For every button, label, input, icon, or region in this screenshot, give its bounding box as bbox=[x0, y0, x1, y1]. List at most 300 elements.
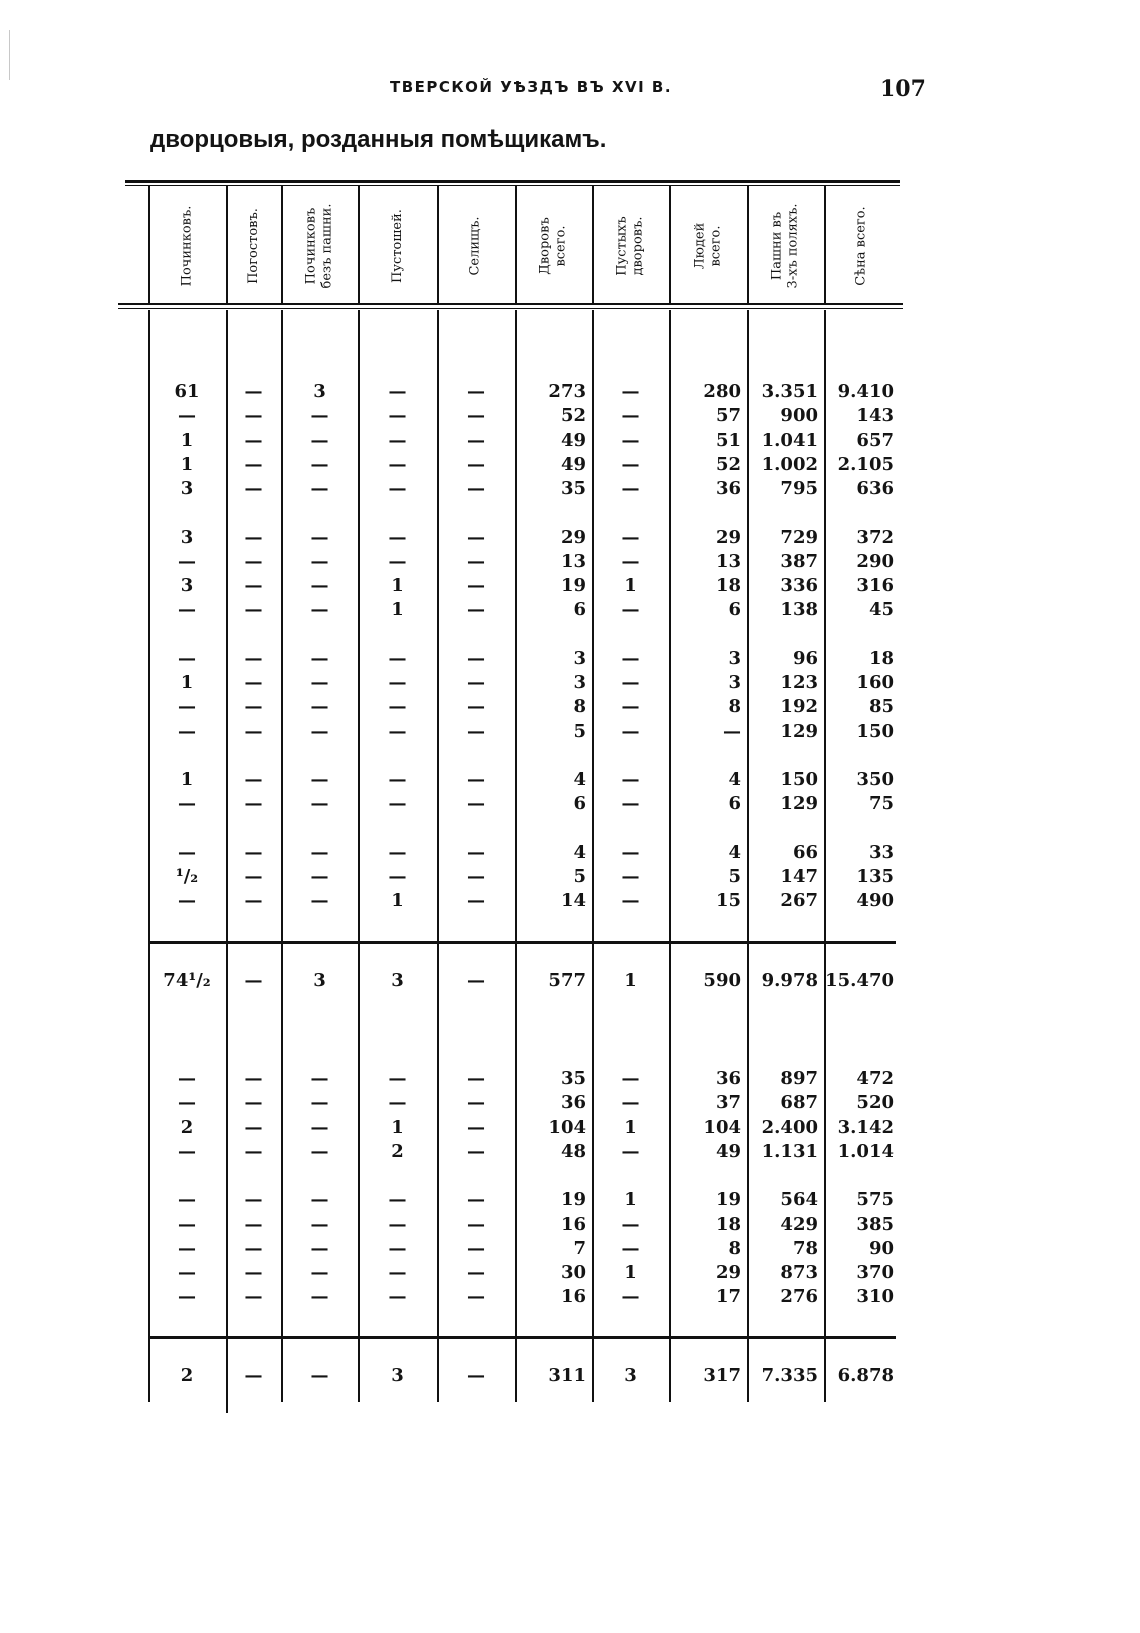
table-row bbox=[0, 768, 1140, 792]
table-cell: — bbox=[178, 696, 196, 718]
table-cell: 273 bbox=[548, 381, 586, 402]
table-cell: — bbox=[467, 1365, 485, 1386]
table-cell: 372 bbox=[856, 526, 894, 548]
table-cell: 1 bbox=[624, 1189, 637, 1211]
table-cell: — bbox=[621, 865, 640, 887]
table-cell: 8 bbox=[728, 1237, 741, 1259]
table-cell: — bbox=[621, 890, 640, 912]
table-cell: — bbox=[244, 841, 263, 863]
table-cell: — bbox=[467, 550, 485, 572]
table-cell: — bbox=[621, 453, 640, 475]
column-header bbox=[358, 190, 437, 302]
table-cell: — bbox=[310, 550, 329, 572]
header-bottom-rule bbox=[118, 303, 903, 305]
table-row bbox=[0, 671, 1140, 695]
table-cell: 310 bbox=[856, 1286, 894, 1308]
table-cell: — bbox=[621, 720, 640, 742]
table-cell: — bbox=[467, 672, 485, 693]
table-cell: 29 bbox=[560, 526, 586, 548]
table-cell: 123 bbox=[780, 672, 818, 693]
table-cell: 1 bbox=[391, 575, 404, 597]
table-cell: 276 bbox=[780, 1286, 818, 1308]
table-cell: ¹/₂ bbox=[175, 865, 199, 887]
table-cell: 160 bbox=[856, 672, 894, 693]
table-cell: 2 bbox=[180, 1116, 194, 1138]
table-cell: — bbox=[621, 696, 640, 718]
table-cell: 30 bbox=[560, 1262, 586, 1284]
table-cell: — bbox=[310, 768, 329, 790]
table-cell: 37 bbox=[715, 1092, 741, 1114]
table-cell: — bbox=[244, 575, 263, 597]
table-cell: — bbox=[621, 672, 640, 693]
table-cell: — bbox=[388, 793, 407, 815]
table-row bbox=[0, 380, 1140, 404]
table-row bbox=[0, 453, 1140, 477]
table-row bbox=[0, 1067, 1140, 1091]
table-cell: 57 bbox=[715, 405, 741, 427]
table-cell: — bbox=[388, 1286, 407, 1308]
table-cell: 78 bbox=[792, 1237, 818, 1259]
table-cell: 17 bbox=[715, 1286, 741, 1308]
table-cell: — bbox=[467, 575, 485, 597]
table-cell: 1 bbox=[180, 768, 194, 790]
table-cell: — bbox=[244, 696, 263, 718]
column-header-label: Селищъ. bbox=[468, 216, 483, 276]
table-cell: 336 bbox=[780, 575, 818, 597]
table-title: дворцовыя, розданныя помѣщикамъ. bbox=[150, 126, 607, 153]
table-row bbox=[0, 889, 1140, 913]
table-cell: 35 bbox=[560, 478, 586, 500]
table-cell: 1 bbox=[624, 970, 637, 991]
column-header-label: Починковъ безъ пашни. bbox=[303, 203, 335, 289]
table-cell: — bbox=[467, 1213, 485, 1235]
table-cell: — bbox=[621, 768, 640, 790]
table-cell: 15 bbox=[715, 890, 741, 912]
table-cell: — bbox=[244, 672, 263, 693]
table-cell: — bbox=[244, 890, 263, 912]
table-cell: — bbox=[388, 526, 407, 548]
table-cell: 8 bbox=[573, 696, 586, 718]
table-row bbox=[0, 647, 1140, 671]
table-cell: 1.002 bbox=[761, 453, 818, 475]
table-cell: 129 bbox=[780, 793, 818, 815]
table-cell: 36 bbox=[560, 1092, 586, 1114]
table-cell: — bbox=[467, 478, 485, 500]
table-cell: 590 bbox=[703, 970, 741, 991]
table-cell: 150 bbox=[780, 768, 818, 790]
column-header bbox=[824, 190, 900, 302]
table-cell: — bbox=[467, 647, 485, 669]
table-cell: 6 bbox=[573, 599, 586, 621]
table-cell: 29 bbox=[715, 1262, 741, 1284]
table-cell: 104 bbox=[703, 1116, 741, 1138]
table-cell: — bbox=[388, 696, 407, 718]
table-cell: — bbox=[244, 1092, 263, 1114]
table-cell: 385 bbox=[856, 1213, 894, 1235]
table-cell: — bbox=[621, 429, 640, 451]
table-row bbox=[0, 1213, 1140, 1237]
table-row bbox=[0, 865, 1140, 889]
table-cell: 3 bbox=[180, 575, 194, 597]
table-cell: — bbox=[244, 405, 263, 427]
table-cell: — bbox=[310, 1092, 329, 1114]
header-bottom-rule-thin bbox=[118, 308, 903, 309]
column-header-label: Пустыхъ дворовъ. bbox=[614, 216, 646, 276]
table-cell: — bbox=[388, 550, 407, 572]
table-cell: — bbox=[178, 793, 196, 815]
table-row bbox=[0, 1285, 1140, 1309]
table-cell: — bbox=[244, 720, 263, 742]
table-cell: — bbox=[621, 647, 640, 669]
table-cell: 2.105 bbox=[837, 453, 894, 475]
table-cell: — bbox=[467, 768, 485, 790]
table-cell: 897 bbox=[780, 1068, 818, 1089]
column-header bbox=[437, 190, 515, 302]
table-cell: 3 bbox=[391, 970, 404, 991]
table-cell: — bbox=[388, 429, 407, 451]
table-cell: 1.131 bbox=[761, 1140, 818, 1162]
table-cell: 4 bbox=[573, 841, 586, 863]
table-cell: — bbox=[310, 429, 329, 451]
table-row bbox=[0, 1188, 1140, 1212]
table-cell: — bbox=[178, 1189, 196, 1211]
table-top-rule-thin bbox=[125, 185, 900, 186]
table-cell: — bbox=[244, 526, 263, 548]
table-cell: 33 bbox=[868, 841, 894, 863]
table-cell: — bbox=[310, 1189, 329, 1211]
table-cell: — bbox=[244, 453, 263, 475]
table-cell: 36 bbox=[715, 478, 741, 500]
table-cell: — bbox=[621, 793, 640, 815]
table-cell: 135 bbox=[856, 865, 894, 887]
table-cell: — bbox=[310, 526, 329, 548]
table-cell: — bbox=[244, 1237, 263, 1259]
table-cell: — bbox=[178, 1092, 196, 1114]
table-cell: — bbox=[467, 1116, 485, 1138]
table-cell: — bbox=[310, 793, 329, 815]
table-row bbox=[0, 720, 1140, 744]
table-cell: 19 bbox=[560, 1189, 586, 1211]
table-cell: 900 bbox=[780, 405, 818, 427]
table-cell: 66 bbox=[792, 841, 818, 863]
table-cell: — bbox=[244, 1068, 263, 1089]
table-cell: 48 bbox=[560, 1140, 586, 1162]
table-cell: — bbox=[244, 1140, 263, 1162]
table-cell: 15.470 bbox=[825, 970, 894, 991]
table-cell: — bbox=[388, 1068, 407, 1089]
table-cell: 18 bbox=[715, 1213, 741, 1235]
table-cell: 52 bbox=[560, 405, 586, 427]
table-cell: 6.878 bbox=[837, 1365, 894, 1386]
table-cell: — bbox=[178, 890, 196, 912]
table-cell: 2.400 bbox=[761, 1116, 818, 1138]
table-cell: 4 bbox=[573, 768, 586, 790]
table-cell: — bbox=[467, 1068, 485, 1089]
table-cell: 1 bbox=[391, 599, 404, 621]
table-cell: 490 bbox=[856, 890, 894, 912]
table-cell: — bbox=[178, 405, 196, 427]
table-cell: 472 bbox=[856, 1068, 894, 1089]
table-cell: — bbox=[467, 1092, 485, 1114]
table-row bbox=[0, 477, 1140, 501]
table-cell: 35 bbox=[560, 1068, 586, 1089]
table-cell: — bbox=[178, 550, 196, 572]
table-cell: 311 bbox=[548, 1365, 586, 1386]
table-cell: — bbox=[388, 672, 407, 693]
table-cell: 729 bbox=[780, 526, 818, 548]
table-cell: — bbox=[467, 429, 485, 451]
table-cell: — bbox=[244, 793, 263, 815]
table-cell: — bbox=[310, 696, 329, 718]
page-number: 107 bbox=[880, 76, 926, 102]
table-cell: — bbox=[310, 1237, 329, 1259]
table-cell: — bbox=[621, 599, 640, 621]
table-cell: 29 bbox=[715, 526, 741, 548]
table-cell: 5 bbox=[573, 865, 586, 887]
table-cell: 429 bbox=[780, 1213, 818, 1235]
table-cell: 1.014 bbox=[837, 1140, 894, 1162]
table-cell: — bbox=[467, 1262, 485, 1284]
table-cell: 3 bbox=[573, 672, 586, 693]
column-header-label: Дворовъ всего. bbox=[537, 217, 569, 275]
table-cell: 280 bbox=[703, 381, 741, 402]
table-cell: 51 bbox=[715, 429, 741, 451]
table-cell: — bbox=[310, 865, 329, 887]
table-cell: — bbox=[310, 1140, 329, 1162]
column-header-label: Погостовъ. bbox=[245, 208, 261, 284]
table-cell: 3 bbox=[391, 1365, 404, 1386]
table-cell: — bbox=[244, 647, 263, 669]
table-cell: 1 bbox=[624, 1116, 637, 1138]
total-row bbox=[0, 969, 1140, 993]
table-cell: — bbox=[388, 453, 407, 475]
table-cell: 1 bbox=[180, 453, 194, 475]
table-row bbox=[0, 841, 1140, 865]
table-cell: — bbox=[388, 841, 407, 863]
table-row bbox=[0, 550, 1140, 574]
table-cell: — bbox=[467, 1286, 485, 1308]
table-cell: 4 bbox=[728, 768, 741, 790]
table-cell: — bbox=[178, 1213, 196, 1235]
scan-edge-mark bbox=[9, 30, 10, 80]
table-cell: — bbox=[621, 841, 640, 863]
table-row bbox=[0, 1116, 1140, 1140]
table-cell: 3.142 bbox=[837, 1116, 894, 1138]
table-cell: 6 bbox=[573, 793, 586, 815]
table-cell: — bbox=[621, 1213, 640, 1235]
table-cell: — bbox=[310, 1068, 329, 1089]
table-cell: — bbox=[467, 453, 485, 475]
table-cell: — bbox=[388, 405, 407, 427]
table-cell: — bbox=[310, 405, 329, 427]
table-cell: 1 bbox=[180, 429, 194, 451]
column-header bbox=[515, 190, 592, 302]
table-cell: — bbox=[178, 1140, 196, 1162]
column-header-label: Сѣна всего. bbox=[854, 206, 869, 286]
table-cell: 49 bbox=[560, 429, 586, 451]
table-cell: 61 bbox=[174, 381, 200, 402]
table-cell: — bbox=[388, 1213, 407, 1235]
table-cell: — bbox=[467, 526, 485, 548]
table-cell: 5 bbox=[573, 720, 586, 742]
table-cell: 3 bbox=[180, 526, 194, 548]
table-cell: 5 bbox=[728, 865, 741, 887]
table-cell: — bbox=[388, 720, 407, 742]
table-cell: — bbox=[467, 970, 485, 991]
table-cell: 9.978 bbox=[761, 970, 818, 991]
column-header bbox=[148, 190, 226, 302]
table-cell: — bbox=[178, 1068, 196, 1089]
table-cell: 7 bbox=[573, 1237, 586, 1259]
table-cell: — bbox=[244, 550, 263, 572]
table-cell: 3 bbox=[180, 478, 194, 500]
column-header bbox=[747, 190, 824, 302]
table-cell: 575 bbox=[856, 1189, 894, 1211]
table-cell: 147 bbox=[780, 865, 818, 887]
table-cell: — bbox=[621, 550, 640, 572]
table-cell: — bbox=[178, 841, 196, 863]
table-cell: — bbox=[244, 1116, 263, 1138]
table-cell: — bbox=[621, 1237, 640, 1259]
table-cell: 3.351 bbox=[761, 381, 818, 402]
table-cell: — bbox=[310, 720, 329, 742]
table-cell: — bbox=[310, 599, 329, 621]
table-cell: — bbox=[178, 720, 196, 742]
table-cell: — bbox=[244, 1286, 263, 1308]
table-row bbox=[0, 1091, 1140, 1115]
table-cell: — bbox=[467, 599, 485, 621]
table-cell: 192 bbox=[780, 696, 818, 718]
table-cell: 3 bbox=[728, 647, 741, 669]
table-cell: 2 bbox=[391, 1140, 404, 1162]
table-row bbox=[0, 1140, 1140, 1164]
table-cell: 45 bbox=[868, 599, 894, 621]
table-row bbox=[0, 1261, 1140, 1285]
table-cell: 1 bbox=[624, 575, 637, 597]
table-cell: 16 bbox=[560, 1286, 586, 1308]
table-cell: 19 bbox=[560, 575, 586, 597]
table-cell: — bbox=[388, 1262, 407, 1284]
table-cell: 4 bbox=[728, 841, 741, 863]
table-cell: 520 bbox=[856, 1092, 894, 1114]
table-cell: — bbox=[467, 793, 485, 815]
table-cell: 104 bbox=[548, 1116, 586, 1138]
table-cell: 1 bbox=[391, 890, 404, 912]
table-cell: — bbox=[244, 1189, 263, 1211]
table-row bbox=[0, 574, 1140, 598]
table-cell: — bbox=[310, 1286, 329, 1308]
table-cell: 6 bbox=[728, 793, 741, 815]
table-row bbox=[0, 404, 1140, 428]
table-cell: — bbox=[244, 1262, 263, 1284]
table-row bbox=[0, 429, 1140, 453]
table-cell: — bbox=[244, 1213, 263, 1235]
table-cell: 873 bbox=[780, 1262, 818, 1284]
table-cell: — bbox=[621, 526, 640, 548]
table-cell: 1 bbox=[624, 1262, 637, 1284]
table-cell: — bbox=[310, 890, 329, 912]
table-row bbox=[0, 526, 1140, 550]
table-cell: 18 bbox=[715, 575, 741, 597]
table-top-rule bbox=[125, 180, 900, 183]
table-cell: — bbox=[467, 696, 485, 718]
table-cell: 36 bbox=[715, 1068, 741, 1089]
table-cell: — bbox=[310, 575, 329, 597]
table-cell: — bbox=[310, 841, 329, 863]
table-cell: 267 bbox=[780, 890, 818, 912]
table-cell: — bbox=[310, 1365, 329, 1386]
table-cell: 1.041 bbox=[761, 429, 818, 451]
table-cell: — bbox=[621, 1140, 640, 1162]
table-cell: — bbox=[467, 890, 485, 912]
table-cell: — bbox=[723, 720, 741, 742]
table-cell: 150 bbox=[856, 720, 894, 742]
table-cell: — bbox=[310, 1262, 329, 1284]
table-cell: 795 bbox=[780, 478, 818, 500]
table-cell: — bbox=[310, 672, 329, 693]
total-rule bbox=[148, 1336, 896, 1339]
table-cell: 3 bbox=[313, 970, 326, 991]
table-cell: — bbox=[310, 453, 329, 475]
table-cell: — bbox=[621, 405, 640, 427]
table-cell: 687 bbox=[780, 1092, 818, 1114]
table-cell: 52 bbox=[715, 453, 741, 475]
table-cell: 74¹/₂ bbox=[163, 970, 211, 991]
table-cell: 129 bbox=[780, 720, 818, 742]
table-cell: 8 bbox=[728, 696, 741, 718]
table-cell: — bbox=[467, 865, 485, 887]
table-cell: — bbox=[244, 970, 263, 991]
table-cell: 3 bbox=[313, 381, 326, 402]
column-header bbox=[592, 190, 669, 302]
column-header bbox=[669, 190, 747, 302]
table-cell: — bbox=[244, 429, 263, 451]
table-cell: 9.410 bbox=[837, 381, 894, 402]
table-cell: — bbox=[178, 599, 196, 621]
table-cell: — bbox=[388, 1092, 407, 1114]
table-cell: 1 bbox=[180, 672, 194, 693]
table-cell: — bbox=[467, 381, 485, 402]
table-cell: — bbox=[388, 1189, 407, 1211]
table-cell: — bbox=[244, 1365, 263, 1386]
total-row bbox=[0, 1364, 1140, 1388]
table-cell: — bbox=[388, 647, 407, 669]
table-cell: — bbox=[467, 1237, 485, 1259]
table-cell: — bbox=[467, 720, 485, 742]
table-cell: — bbox=[388, 478, 407, 500]
table-cell: 317 bbox=[703, 1365, 741, 1386]
table-cell: — bbox=[388, 381, 407, 402]
table-cell: — bbox=[388, 865, 407, 887]
table-cell: — bbox=[467, 841, 485, 863]
table-cell: — bbox=[388, 768, 407, 790]
table-cell: 13 bbox=[715, 550, 741, 572]
table-cell: — bbox=[621, 1068, 640, 1089]
table-cell: 290 bbox=[856, 550, 894, 572]
table-row bbox=[0, 598, 1140, 622]
table-cell: — bbox=[178, 1262, 196, 1284]
table-cell: — bbox=[244, 381, 263, 402]
column-header-label: Пашни въ 3-хъ поляхъ. bbox=[769, 203, 801, 289]
table-cell: 2 bbox=[180, 1365, 194, 1386]
table-cell: 1 bbox=[391, 1116, 404, 1138]
table-cell: 7.335 bbox=[761, 1365, 818, 1386]
table-cell: 657 bbox=[856, 429, 894, 451]
table-cell: — bbox=[310, 478, 329, 500]
column-header bbox=[226, 190, 281, 302]
table-cell: — bbox=[621, 1092, 640, 1114]
table-cell: — bbox=[310, 647, 329, 669]
